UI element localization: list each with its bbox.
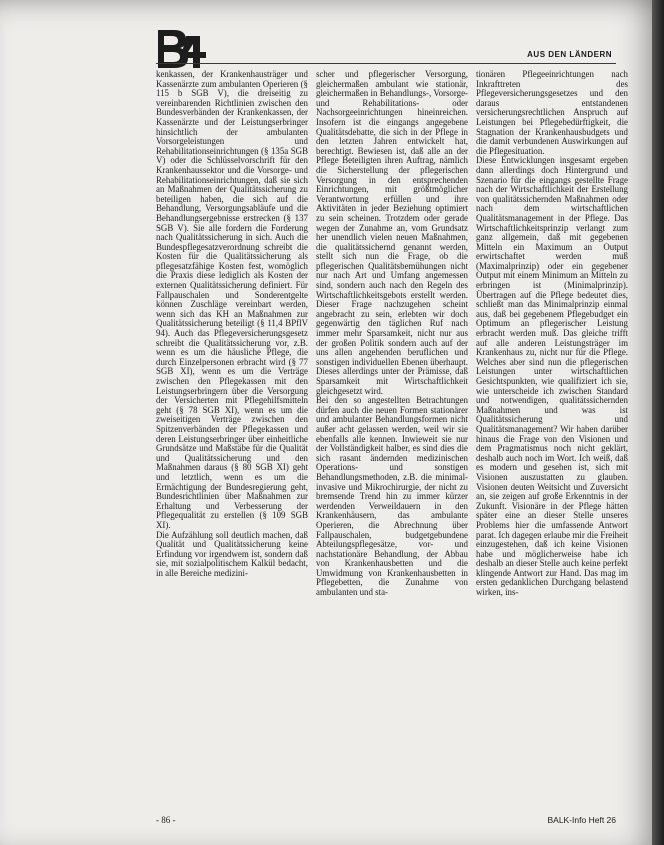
paragraph: scher und pflegerischer Versorgung, gleichermaßen ambulant wie stationär, gleichermaßen in Behandlungs-, Vorsorge- und Rehabilitations- oder Nachsorgeeinrichtungen hineinreichen. Insofern ist die eingangs angegebene Qualitätsdebatte, die sich in der Pflege in den letzten Jahren entwickelt hat, berechtigt. Bewiesen ist, daß alle an der Pflege Beteiligten ihren Auftrag, nämlich die Sicherstellung der pflegerischen Versorgung in den entsprechenden Einrichtungen, mit größtmöglicher Verantwortung erfüllen und ihre Aktivitäten in jeder Beziehung optimiert zu sein scheinen. Trotzdem oder gerade wegen der Zunahme an, vom Grundsatz her unendlich vielen neuen Maßnahmen, die qualitätssichernd genannt werden, stellt sich nun die Frage, ob die pflegerischen Qualitätsbemühungen nicht nur nach Art und Umfang angemessen sind, sondern auch nach den Regeln des Wirtschaftlichkeitsgebots erstellt werden. Dieser Frage nachzugehen scheint angebracht zu sein, erlebten wir doch gegenwärtig den täglichen Ruf nach immer mehr Sparsamkeit, nicht nur aus der großen Politik sondern auch auf der uns allen angehenden beruflichen und sonstigen individuellen Ebenen überhaupt. Dieses allerdings unter der Prämisse, daß Sparsamkeit mit Wirtschaftlichkeit gleichgesetzt wird. — [316, 70, 468, 396]
header-rule — [156, 63, 616, 64]
running-head: AUS DEN LÄNDERN — [527, 50, 612, 59]
binding-edge — [652, 0, 664, 845]
paragraph: Die Aufzählung soll deutlich machen, daß Qualität und Qualitätssicherung keine Erfindung vor irgendwem ist, sondern daß sie, mit sozialpolitischem Kalkül bedacht, in alle Bereiche medizini- — [156, 529, 308, 578]
paragraph: kenkassen, der Krankenhausträger und Kassenärzte zum ambulanten Operieren (§ 115 b SGB V), die dreiseitig zu vereinbarenden Richtlinien zwischen den Bundesverbänden der Krankenkassen, der Kassenärzte und der Leistungserbringer hinsichtlich der ambulanten Vorsorgeleistungen und Rehabilitationseinrichtungen (§ 135a SGB V) oder die Schlüsselvorschrift für den Krankenhaussektor und die Vorsorge- und Rehabilitationseinrichtungen, daß sie sich an Maßnahmen der Qualitätssicherung zu beteiligen haben, die sich auf die Behandlung, Versorgungsabläufe und die Behandlungsergebnisse erstrecken (§ 137 SGB V). Sie alle fordern die Forderung nach Qualitätssicherung in sich. Auch die Bundespflegesatzverordnung schreibt die Kosten für die Qualitätssicherung als pflegesatzfähige Kosten fest, womöglich die Praxis diese lediglich als Kosten der externen Qualitätssicherung definiert. Für Fallpauschalen und Sonderentgelte können Zuschläge vereinbart werden, wenn sich das KH an Maßnahmen zur Qualitätssicherung beteiligt (§ 11,4 BPflV 94). Auch das Pflegeversicherungsgesetz schreibt die Qualitätssicherung vor, z.B. wenn es um die häusliche Pflege, die durch Einzelpersonen erbracht wird (§ 77 SGB XI), wenn es um die Verträge zwischen den Pflegekassen mit den Leistungserbringern über die Versorgung der Versicherten mit Pflegehilfsmitteln geht (§ 78 SGB XI), wenn es um die zweiseitigen Verträge zwischen den Spitzenverbänden der Pflegekassen und deren Leistungserbringer über einheitliche Grundsätze und Maßstäbe für die Qualität und Qualitätssicherung und den Maßnahmen daraus (§ 80 SGB XI) geht und letztlich, wenn es um die Ermächtigung der Bundesregierung geht, Bundesrichtlinien über Maßnahmen zur Erhaltung und Verbesserung der Pflegequalität zu erstellen (§ 109 SGB XI). — [156, 70, 308, 530]
text-column-1 — [156, 70, 308, 810]
text-column-2 — [316, 70, 468, 810]
page-number: - 86 - — [156, 815, 176, 825]
paragraph: Diese Entwicklungen insgesamt ergeben dann allerdings doch Hintergrund und Szenario für die eingangs gestellte Frage nach der Wirtschaftlichkeit der Erstellung von qualitätssichernden Maßnahmen oder nach dem wirtschaftlichen Qualitätsmanagement in der Pflege. Das Wirtschaftlichkeitsprinzip verlangt zum ganz allgemein, daß mit gegebenen Mitteln ein Maximum an Output erwirtschaftet werden muß (Maximalprinzip) oder ein gegebener Output mit einem Minimum an Mitteln zu erbringen ist (Minimalprinzip). Übertragen auf die Pflege bedeutet dies, schließt man das Minimalprinzip einmal aus, daß bei gegebenem Pflegebudget ein Optimum an pflegerischer Leistung erbracht werden muß. Das gleiche trifft auf alle anderen Leistungsträger im Krankenhaus zu, nicht nur für die Pflege. Welches aber sind nun die pflegerischen Leistungen unter wirtschaftlichen Gesichtspunkten, wie qualifiziert ich sie, wie unterscheide ich zwischen Standard und notwendigen, qualitätssichernden Maßnahmen und was ist Qualitätssicherung und Qualitätsmanagement? Wir haben darüber hinaus die Frage von den Visionen und dem Pragmatismus noch nicht geklärt, deshalb auch noch im Wort. Ich weiß, daß es modern und gesehen ist, sich mit Visionen auszustatten zu glauben. Visionen deuten Weitsicht und Zuversicht an, sie zeigen auf große Erkenntnis in der Zukunft. Visionäre in der Pflege hätten später eine an dieser Stelle unseres Problems hier die umfassende Antwort parat. Ich dagegen erlaube mir die Freiheit einzugestehen, daß ich keine Visionen habe und möglicherweise habe ich deshalb an dieser Stelle auch keine perfekt klingende Antwort zur Hand. Das mag im ersten gedanklichen Durchgang belastend wirken, ins- — [476, 155, 628, 598]
journal-issue: BALK-Info Heft 26 — [547, 815, 616, 825]
paragraph: Bei den so angestellten Betrachtungen dürfen auch die neuen Formen stationärer und ambulanter Behandlungsformen nicht außer acht gelassen werden, weil wir sie ebenfalls alle kennen. Inwieweit sie nur der Vollständigkeit halber, es sind dies die sich rasant ändernden medizinischen Operations- und sonstigen Behandlungsmethoden, z.B. die minimal-invasive und Mikrochirurgie, der nicht zu bremsende Trend hin zu immer kürzer werdenden Verweildauern in den Krankenhäusern, das ambulante Operieren, die Abrechnung über Fallpauschalen, budgetgebundene Abteilungspflegesätze, vor- und nachstationäre Behandlung, der Abbau von Krankenhausbetten und die Umwidmung von Krankenhausbetten in Pflegebetten, die Zunahme von ambulanten und sta- — [316, 395, 468, 598]
text-columns — [156, 70, 628, 810]
text-column-3 — [476, 70, 628, 810]
paragraph: tionären Pflegeeinrichtungen nach Inkrafttreten des Pflegeversicherungsgesetzes und den daraus entstandenen versicherungsrechtlichen Anspruch auf Leistungen bei Pflegebedürftigkeit, die Stagnation der Krankenhausbudgets und die damit verbundenen Auswirkungen auf die Pflegesituation. — [476, 70, 628, 156]
